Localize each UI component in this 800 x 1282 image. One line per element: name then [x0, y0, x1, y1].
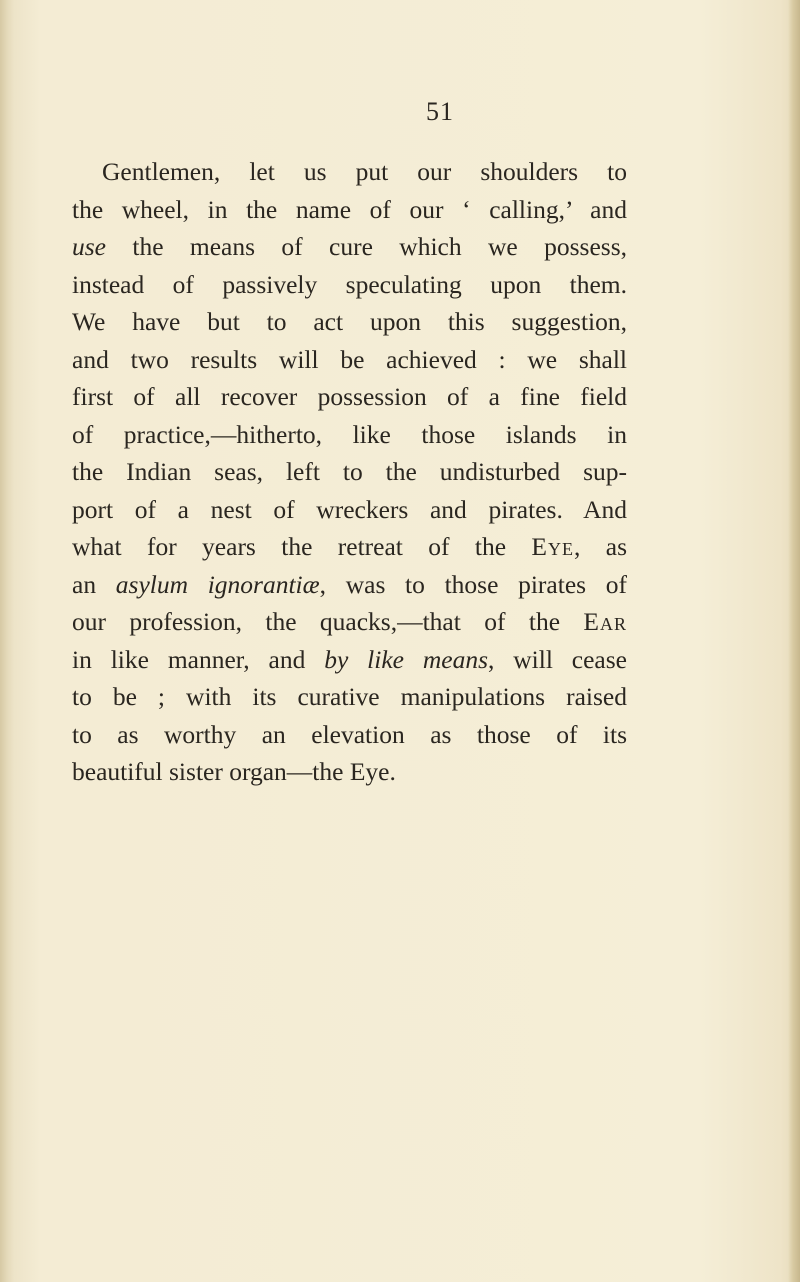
text-line	[72, 678, 627, 716]
text-line	[72, 528, 627, 566]
text-segment: the wheel, in the name of our ‘ calling,’ and	[72, 194, 627, 224]
text-line	[72, 341, 627, 379]
page-number: 51	[426, 97, 454, 126]
text-segment: , was to those pirates of	[319, 569, 627, 599]
text-line	[72, 641, 627, 679]
text-segment: the Indian seas, left to the undisturbed sup-	[72, 457, 627, 486]
text-line	[72, 303, 627, 341]
small-caps-text: Eye	[531, 532, 574, 561]
text-segment: port of a nest of wreckers and pirates. And	[72, 494, 627, 524]
page-binding-edge	[0, 0, 14, 1282]
text-segment: an	[72, 569, 116, 599]
text-line	[72, 191, 627, 229]
text-line	[72, 153, 627, 191]
small-caps-text: Ear	[583, 607, 627, 636]
text-line	[72, 716, 627, 754]
text-segment: beautiful sister organ—the Eye.	[72, 757, 396, 786]
text-segment: instead of passively speculating upon them.	[72, 269, 627, 299]
text-segment: to as worthy an elevation as those of its	[72, 719, 627, 749]
text-line	[72, 416, 627, 454]
text-segment: what for years the retreat of the	[72, 532, 532, 561]
italic-text: use	[72, 232, 106, 261]
text-segment: first of all recover possession of a fine field	[72, 382, 627, 411]
text-line	[72, 228, 627, 266]
text-segment: , will cease	[488, 644, 627, 674]
text-line	[72, 378, 627, 416]
text-segment: We have but to act upon this suggestion,	[72, 307, 627, 336]
text-line	[72, 753, 627, 791]
text-segment: of practice,—hitherto, like those islands in	[72, 419, 627, 449]
page-fore-edge	[788, 0, 800, 1282]
text-line	[72, 266, 627, 304]
text-segment: to be ; with its curative manipulations raised	[72, 682, 627, 711]
text-segment: Gentlemen, let us put our shoulders to	[102, 157, 627, 186]
text-segment: , as	[574, 532, 627, 561]
text-segment: and two results will be achieved : we shall	[72, 344, 627, 374]
italic-text: by like means	[324, 644, 488, 674]
text-segment: in like manner, and	[72, 644, 325, 674]
text-segment: the means of cure which we possess,	[106, 232, 627, 261]
body-paragraph	[72, 153, 627, 791]
italic-text: asylum ignorantiæ	[115, 569, 320, 599]
text-segment: our profession, the quacks,—that of the	[72, 607, 584, 636]
text-line	[72, 453, 627, 491]
text-line	[72, 491, 627, 529]
text-line	[72, 566, 627, 604]
text-line	[72, 603, 627, 641]
